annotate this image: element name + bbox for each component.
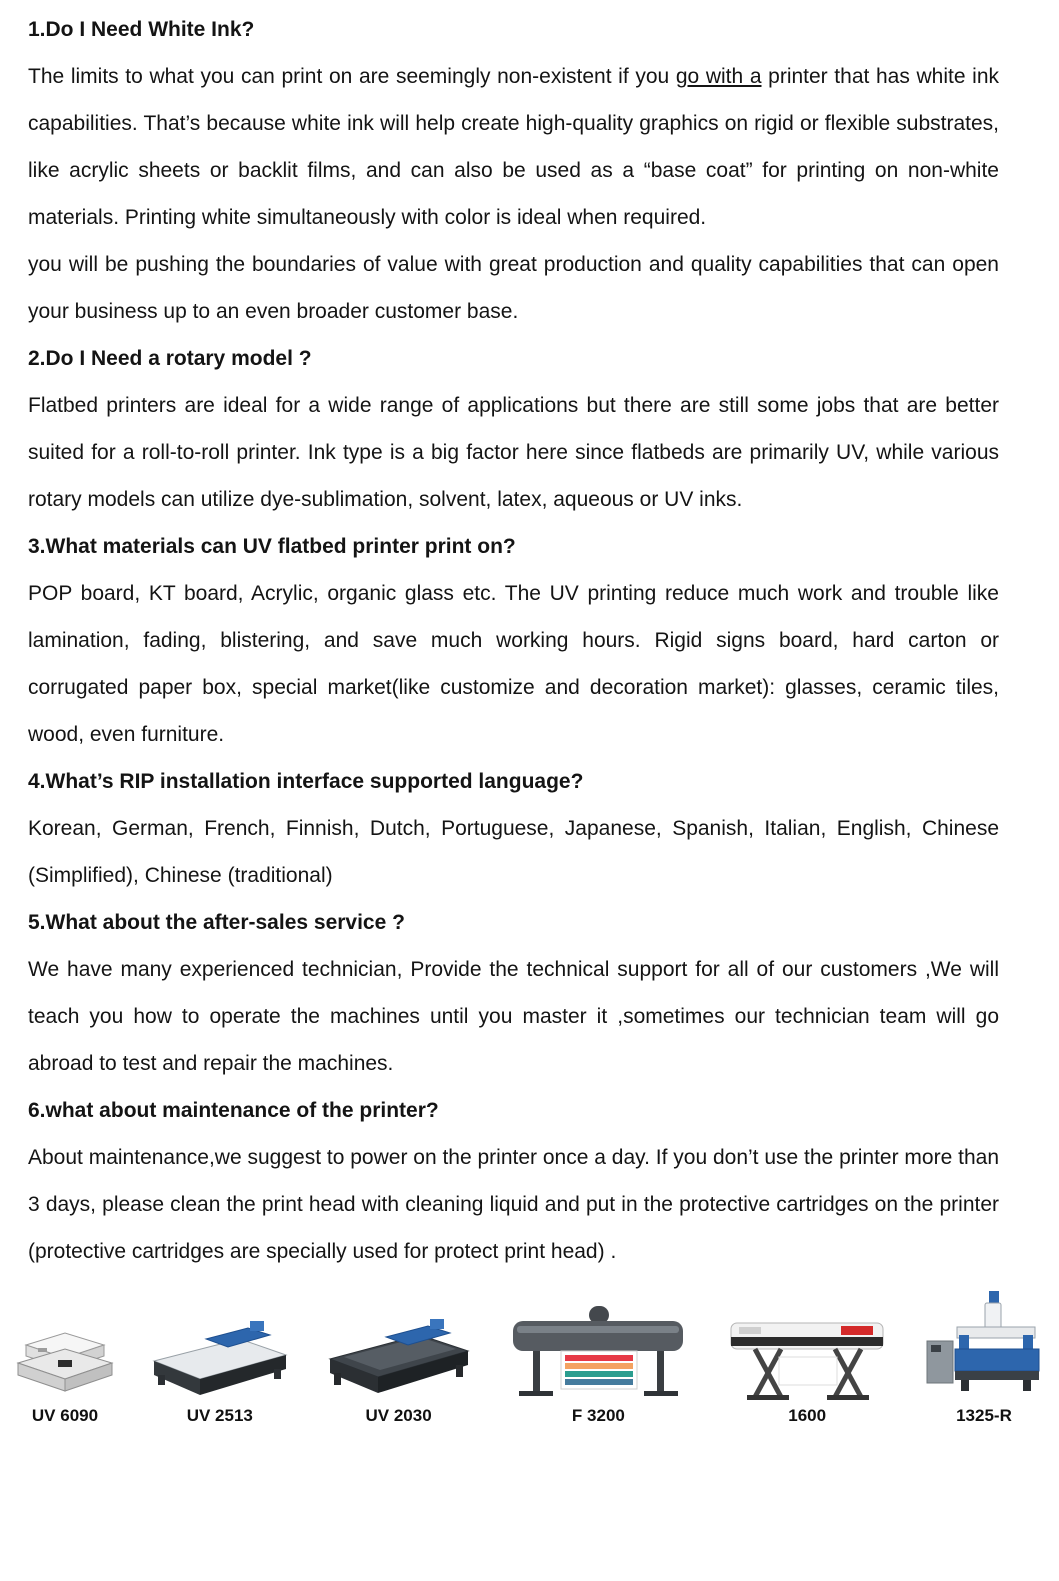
faq-section-6 (28, 1087, 999, 1275)
answer-5-paragraph: We have many experienced technician, Provide the technical support for all of our customers ,We will teach you how to operate the machines until you master it ,sometimes our technician team will go abroad to test and repair the machines. (28, 958, 999, 1075)
answer-6-paragraph: About maintenance,we suggest to power on the printer once a day. If you don’t use the printer more than 3 days, please clean the print head with cleaning liquid and put in the protective cartridges on the printer (protective cartridges are specially used for protect print head) . (28, 1146, 999, 1263)
product-label: F 3200 (571, 1406, 625, 1425)
question-1-heading: 1.Do I Need White Ink? (28, 18, 255, 41)
product-gallery (0, 1279, 1059, 1438)
answer-1-paragraph-1 (28, 53, 999, 241)
product-label: UV 6090 (31, 1406, 99, 1425)
product-uv-6090 (14, 1311, 116, 1426)
answer-4-paragraph: Korean, German, French, Finnish, Dutch, Portuguese, Japanese, Spanish, Italian, English, Chinese (Simplified), Chinese (traditional) (28, 817, 999, 887)
faq-section-4 (28, 758, 999, 899)
faq-section-1 (28, 6, 999, 335)
answer-2-paragraph: Flatbed printers are ideal for a wide range of applications but there are still some jobs that are better suited for a roll-to-roll printer. Ink type is a big factor here since flatbeds are primarily UV, while various rotary models can utilize dye-sublimation, solvent, latex, aqueous or UV inks. (28, 394, 999, 511)
product-1325-r (925, 1285, 1043, 1426)
question-5-heading: 5.What about the after-sales service ? (28, 911, 405, 934)
uv-2513-printer-image (150, 1317, 290, 1403)
f-3200-printer-image (507, 1301, 689, 1403)
product-uv-2030 (324, 1313, 474, 1426)
uv-2030-printer-image (324, 1313, 474, 1403)
faq-section-5 (28, 899, 999, 1087)
faq-section-2 (28, 335, 999, 523)
answer-text: The limits to what you can print on are seemingly non-existent if you (28, 65, 676, 88)
question-4-heading: 4.What’s RIP installation interface supported language? (28, 770, 584, 793)
product-label: UV 2030 (365, 1406, 432, 1425)
product-uv-2513 (150, 1317, 290, 1426)
product-label: 1325-R (956, 1406, 1012, 1425)
product-label: 1600 (788, 1406, 827, 1425)
faq-section-3 (28, 523, 999, 758)
uv-6090-printer-image (14, 1311, 116, 1403)
eco-solvent-1600-printer-image (723, 1307, 891, 1403)
answer-text: printer that has white ink capabilities. That’s because white ink will help create high-quality graphics on rigid or flexible substrates, like acrylic sheets or backlit films, and can also be used as a “base coat” for printing on non-white materials. Printing white simultaneously with color is ideal when required. (28, 65, 999, 229)
product-f-3200 (507, 1301, 689, 1426)
question-6-heading: 6.what about maintenance of the printer? (28, 1099, 439, 1122)
product-label: UV 2513 (186, 1406, 253, 1425)
underlined-text: go with a (675, 65, 762, 88)
product-1600 (723, 1307, 891, 1426)
answer-3-paragraph: POP board, KT board, Acrylic, organic glass etc. The UV printing reduce much work and trouble like lamination, fading, blistering, and save much working hours. Rigid signs board, hard carton or corrugated paper box, special market(like customize and decoration market): glasses, ceramic tiles, wood, even furniture. (28, 582, 999, 746)
answer-1-paragraph-2: you will be pushing the boundaries of value with great production and quality capabilities that can open your business up to an even broader customer base. (28, 253, 999, 323)
question-3-heading: 3.What materials can UV flatbed printer print on? (28, 535, 516, 558)
question-2-heading: 2.Do I Need a rotary model ? (28, 347, 312, 370)
cnc-1325r-machine-image (925, 1285, 1043, 1403)
